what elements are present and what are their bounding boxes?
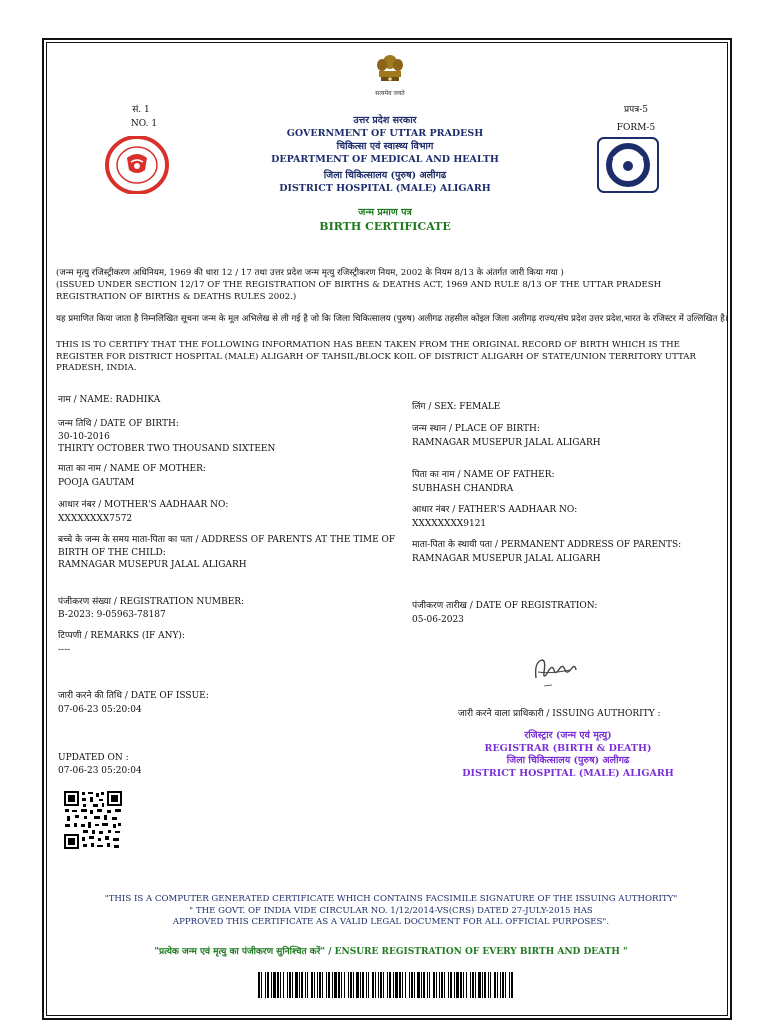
- issued-under-hi: (जन्म मृत्यु रजिस्ट्रीकरण अधिनियम, 1969 की धारा 12 / 17 तथा उत्तर प्रदेश जन्म मृत्यु रजिस्ट्रीकरण नियम, 2002 के नियम 8/13 के अंतर्गत जारी किया गया ): [56, 268, 564, 278]
- barcode-bar: [494, 972, 496, 998]
- barcode-bar: [456, 972, 459, 998]
- barcode-bar: [433, 972, 435, 998]
- barcode-bar: [307, 972, 308, 998]
- remarks-value: ----: [58, 645, 71, 655]
- certify-statement-hi: यह प्रमाणित किया जाता है निम्नलिखित सूचना जन्म के मूल अभिलेख से ली गई है जो कि जिला चिकित्सालय (पुरुष) अलीगढ तहसील कोइल जिला अलीगढ़ राज्य/संघ प्रदेश उत्तर प्रदेश,भारत के रजिस्टर में उल्लिखित है।: [56, 314, 729, 324]
- barcode-bar: [448, 972, 449, 998]
- stamp-line-2: REGISTRAR (BIRTH & DEATH): [484, 742, 652, 754]
- barcode-bar: [478, 972, 481, 998]
- barcode-bar: [277, 972, 279, 998]
- barcode-bar: [387, 972, 388, 998]
- form-number-en: FORM-5: [616, 123, 656, 133]
- barcode-bar: [405, 972, 406, 998]
- barcode-bar: [439, 972, 440, 998]
- barcode-bar: [314, 972, 315, 998]
- father-aadhaar-value: XXXXXXXX9121: [412, 519, 487, 529]
- barcode-bar: [289, 972, 291, 998]
- barcode-bar: [311, 972, 313, 998]
- barcode-bar: [429, 972, 430, 998]
- barcode-bar: [378, 972, 379, 998]
- barcode-bar: [280, 972, 281, 998]
- certificate-title-en: BIRTH CERTIFICATE: [319, 220, 451, 233]
- barcode-bar: [399, 972, 401, 998]
- barcode: [258, 972, 514, 998]
- up-government-seal-icon: [105, 136, 169, 194]
- registration-date-label: पंजीकरण तारीख / DATE OF REGISTRATION:: [412, 601, 598, 611]
- national-emblem-icon: [370, 52, 410, 88]
- barcode-bar: [332, 972, 333, 998]
- barcode-bar: [344, 972, 345, 998]
- govt-en: GOVERNMENT OF UTTAR PRADESH: [286, 128, 484, 139]
- barcode-bar: [360, 972, 361, 998]
- registration-number-label: पंजीकरण संख्या / REGISTRATION NUMBER:: [58, 597, 245, 607]
- updated-on-label: UPDATED ON :: [58, 753, 129, 763]
- dept-en: DEPARTMENT OF MEDICAL AND HEALTH: [271, 154, 499, 165]
- barcode-bar: [299, 972, 300, 998]
- address-at-birth-label-line1: बच्चे के जन्म के समय माता-पिता का पता / ADDRESS OF PARENTS AT THE TIME OF: [58, 535, 396, 545]
- barcode-bar: [393, 972, 394, 998]
- registrar-stamp: [462, 730, 674, 780]
- barcode-bar: [375, 972, 376, 998]
- mother-aadhaar-label: आधार नंबर / MOTHER'S AADHAAR NO:: [58, 500, 229, 510]
- barcode-bar: [341, 972, 342, 998]
- stamp-line-3: जिला चिकित्सालय (पुरुष) अलीगढ: [506, 755, 630, 766]
- barcode-bar: [402, 972, 403, 998]
- dob-value: 30-10-2016: [58, 432, 110, 442]
- barcode-bar: [475, 972, 476, 998]
- barcode-bar: [301, 972, 303, 998]
- address-at-birth-value: RAMNAGAR MUSEPUR JALAL ALIGARH: [58, 560, 247, 570]
- barcode-bar: [273, 972, 276, 998]
- barcode-bar: [338, 972, 340, 998]
- barcode-bar: [326, 972, 327, 998]
- certify-statement-en: THIS IS TO CERTIFY THAT THE FOLLOWING INFORMATION HAS BEEN TAKEN FROM THE ORIGINAL RECORD OF BIRTH WHICH IS THE REGISTER FOR DISTRICT HOSPITAL (MALE) ALIGARH OF TAHSIL/BLOCK KOIL OF DISTRICT ALIGARH OF STATE/UNION TERRITORY UTTAR PRADESH, INDIA.: [56, 340, 696, 373]
- footer-note-2: " THE GOVT. OF INDIA VIDE CIRCULAR NO. 1/12/2014-VS(CRS) DATED 27-JULY-2015 HAS: [189, 905, 593, 916]
- barcode-bar: [441, 972, 443, 998]
- number-hi: सं. 1: [132, 105, 150, 115]
- barcode-bar: [350, 972, 352, 998]
- barcode-bar: [372, 972, 374, 998]
- remarks-label: टिप्पणी / REMARKS (IF ANY):: [58, 631, 185, 641]
- barcode-bar: [423, 972, 425, 998]
- issued-under-en: (ISSUED UNDER SECTION 12/17 OF THE REGISTRATION OF BIRTHS & DEATHS ACT, 1969 AND RULE 8/13 OF THE UTTAR PRADESH REGISTRATION OF BIRTHS & DEATHS RULES 2002.): [56, 280, 662, 302]
- barcode-bar: [444, 972, 445, 998]
- certificate-title-hi: जन्म प्रमाण पत्र: [358, 207, 412, 218]
- barcode-bar: [356, 972, 359, 998]
- barcode-bar: [348, 972, 349, 998]
- barcode-bar: [470, 972, 471, 998]
- father-aadhaar-label: आधार नंबर / FATHER'S AADHAAR NO:: [412, 505, 578, 515]
- footer-note-1: "THIS IS A COMPUTER GENERATED CERTIFICATE WHICH CONTAINS FACSIMILE SIGNATURE OF THE ISSUING AUTHORITY": [104, 894, 678, 904]
- barcode-bar: [411, 972, 413, 998]
- mother-name-label: माता का नाम / NAME OF MOTHER:: [58, 464, 206, 474]
- barcode-bar: [271, 972, 272, 998]
- barcode-bar: [511, 972, 513, 998]
- hospital-hi: जिला चिकित्सालय (पुरुष) अलीगढ: [323, 170, 447, 181]
- barcode-bar: [322, 972, 323, 998]
- barcode-bar: [353, 972, 354, 998]
- barcode-bar: [319, 972, 321, 998]
- father-name-label: पिता का नाम / NAME OF FATHER:: [412, 470, 555, 480]
- barcode-bar: [505, 972, 506, 998]
- barcode-bar: [490, 972, 491, 998]
- barcode-bar: [509, 972, 510, 998]
- barcode-bar: [368, 972, 369, 998]
- barcode-bar: [383, 972, 384, 998]
- barcode-bar: [497, 972, 498, 998]
- barcode-bar: [436, 972, 437, 998]
- barcode-bar: [283, 972, 284, 998]
- place-of-birth-value: RAMNAGAR MUSEPUR JALAL ALIGARH: [412, 438, 601, 448]
- sex: लिंग / SEX: FEMALE: [412, 402, 501, 412]
- barcode-bar: [317, 972, 318, 998]
- dept-hi: चिकित्सा एवं स्वास्थ्य विभाग: [336, 141, 434, 152]
- stamp-line-4: DISTRICT HOSPITAL (MALE) ALIGARH: [462, 767, 674, 779]
- qr-code: [63, 790, 123, 850]
- barcode-bar: [414, 972, 415, 998]
- barcode-bar: [482, 972, 483, 998]
- registrar-signature: [530, 648, 580, 692]
- father-name-value: SUBHASH CHANDRA: [412, 484, 514, 494]
- barcode-bar: [463, 972, 464, 998]
- barcode-bar: [488, 972, 489, 998]
- barcode-bar: [484, 972, 486, 998]
- barcode-bar: [395, 972, 398, 998]
- barcode-bar: [305, 972, 306, 998]
- mother-name-value: POOJA GAUTAM: [58, 478, 135, 488]
- barcode-bar: [409, 972, 410, 998]
- barcode-bar: [380, 972, 382, 998]
- barcode-bar: [366, 972, 367, 998]
- barcode-bar: [265, 972, 266, 998]
- registration-date-value: 05-06-2023: [412, 615, 464, 625]
- place-of-birth-label: जन्म स्थान / PLACE OF BIRTH:: [412, 424, 540, 434]
- barcode-bar: [502, 972, 504, 998]
- barcode-bar: [258, 972, 260, 998]
- issuing-authority-label: जारी करने वाला प्राधिकारी / ISSUING AUTHORITY :: [458, 709, 661, 719]
- permanent-address-value: RAMNAGAR MUSEPUR JALAL ALIGARH: [412, 554, 601, 564]
- crs-logo-icon: [597, 137, 659, 193]
- stamp-line-1: रजिस्ट्रार (जन्म एवं मृत्यु): [524, 730, 612, 741]
- registration-slogan: "प्रत्येक जन्म एवं मृत्यु का पंजीकरण सुनिश्चित करें" / ENSURE REGISTRATION OF EVERY BIRTH AND DEATH ": [154, 947, 628, 957]
- date-of-issue-label: जारी करने की तिथि / DATE OF ISSUE:: [58, 691, 209, 701]
- barcode-bar: [417, 972, 420, 998]
- barcode-bar: [295, 972, 298, 998]
- dob-words: THIRTY OCTOBER TWO THOUSAND SIXTEEN: [58, 444, 276, 454]
- barcode-bar: [287, 972, 288, 998]
- footer-note-3: APPROVED THIS CERTIFICATE AS A VALID LEGAL DOCUMENT FOR ALL OFFICIAL PURPOSES".: [172, 917, 610, 927]
- hospital-en: DISTRICT HOSPITAL (MALE) ALIGARH: [279, 183, 491, 194]
- barcode-bar: [362, 972, 364, 998]
- registration-number-value: B-2023: 9-05963-78187: [58, 610, 166, 620]
- emblem-motto: सत्यमेव जयते: [375, 90, 405, 97]
- form-number-hi: प्रपत्र-5: [624, 105, 648, 115]
- barcode-bar: [292, 972, 293, 998]
- updated-on-value: 07-06-23 05:20:04: [58, 766, 142, 776]
- barcode-bar: [389, 972, 391, 998]
- mother-aadhaar-value: XXXXXXXX7572: [58, 514, 133, 524]
- date-of-issue-value: 07-06-23 05:20:04: [58, 705, 142, 715]
- child-name: नाम / NAME: RADHIKA: [58, 395, 161, 405]
- barcode-bar: [500, 972, 501, 998]
- govt-hi: उत्तर प्रदेश सरकार: [353, 115, 417, 126]
- barcode-bar: [421, 972, 422, 998]
- barcode-bar: [427, 972, 428, 998]
- dob-label: जन्म तिथि / DATE OF BIRTH:: [58, 419, 179, 429]
- barcode-bar: [328, 972, 330, 998]
- address-at-birth-label-line2: BIRTH OF THE CHILD:: [58, 548, 166, 558]
- barcode-bar: [454, 972, 455, 998]
- barcode-bar: [466, 972, 467, 998]
- barcode-bar: [334, 972, 337, 998]
- number-en: NO. 1: [130, 119, 158, 129]
- barcode-bar: [472, 972, 474, 998]
- permanent-address-label: माता-पिता के स्थायी पता / PERMANENT ADDRESS OF PARENTS:: [412, 540, 682, 550]
- barcode-bar: [450, 972, 452, 998]
- barcode-bar: [267, 972, 269, 998]
- barcode-bar: [261, 972, 262, 998]
- footer-notes: [56, 894, 726, 929]
- barcode-bar: [460, 972, 462, 998]
